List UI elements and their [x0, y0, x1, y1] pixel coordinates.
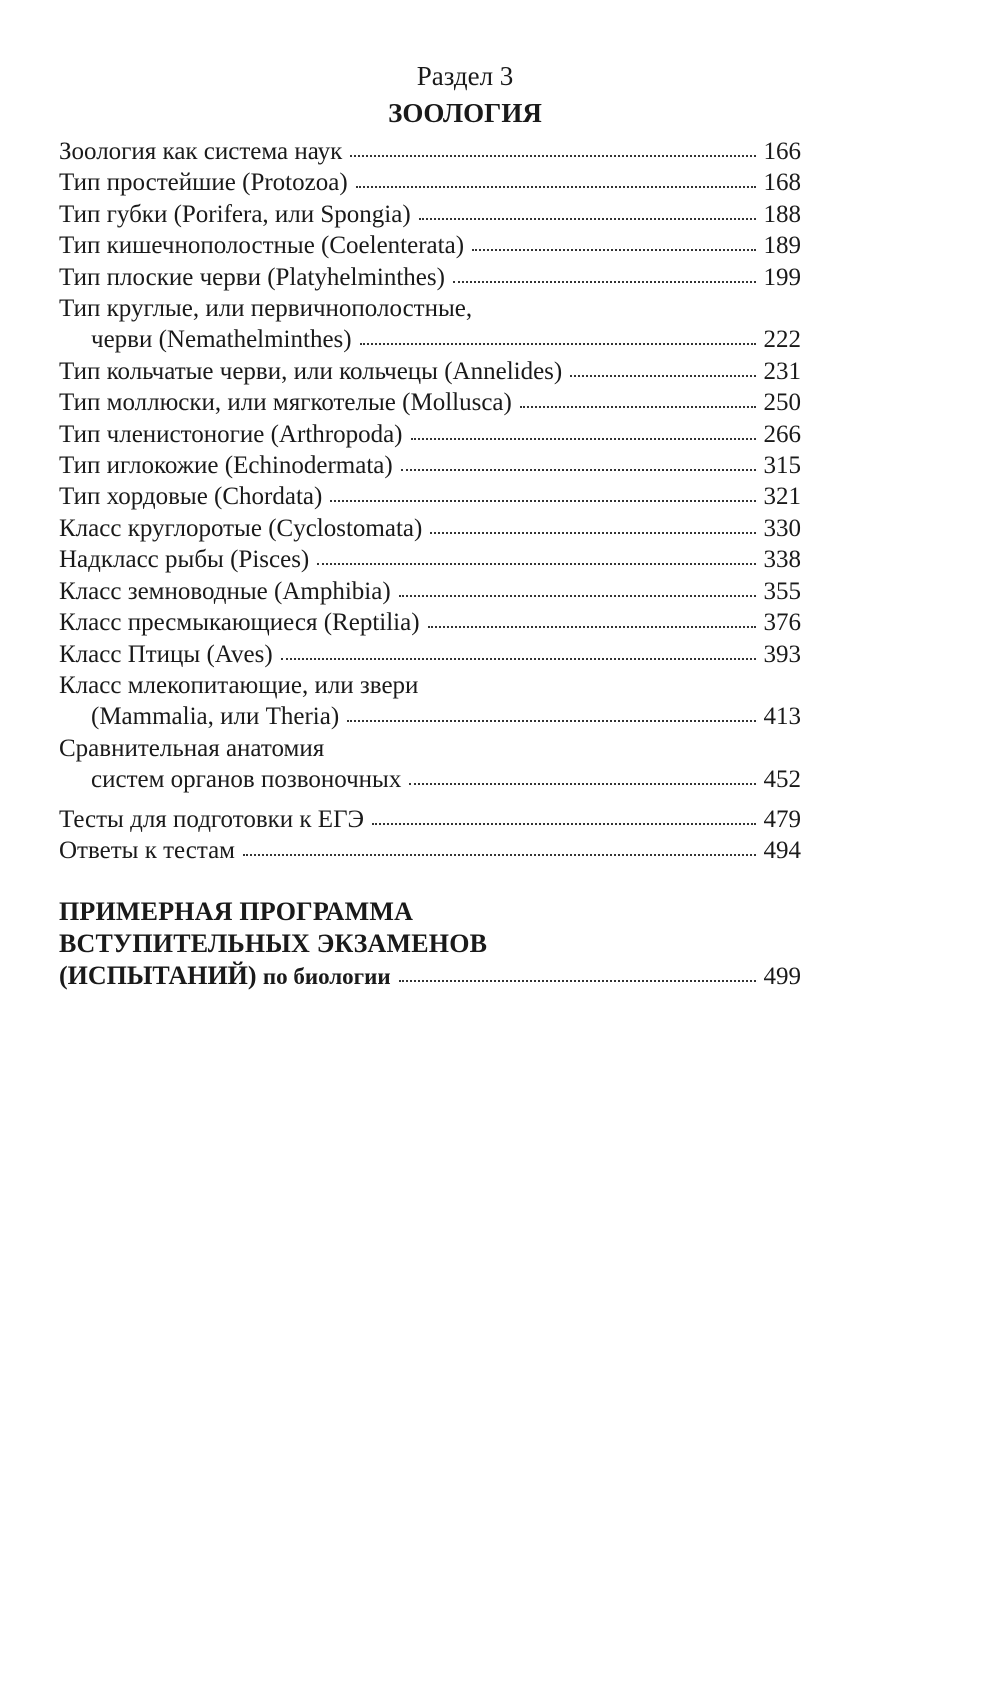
- dot-leader: [428, 626, 756, 628]
- toc-entry-title: Тип иглокожие (Echinodermata): [59, 452, 393, 480]
- toc-entry-title: Тесты для подготовки к ЕГЭ: [59, 805, 365, 833]
- toc-entry-row: [59, 835, 801, 866]
- page-number: 413: [763, 703, 801, 731]
- page-number: 199: [763, 263, 801, 291]
- toc-entry-title: Класс круглоротые (Cyclostomata): [59, 514, 423, 542]
- toc-entry-title: Тип членистоногие (Arthropoda): [59, 420, 403, 448]
- table-of-contents: [59, 136, 801, 866]
- toc-entry-row: [59, 701, 801, 732]
- page-number: 266: [763, 420, 801, 448]
- toc-entry: [59, 293, 801, 356]
- toc-entry-row: [59, 387, 801, 418]
- page-number: 188: [763, 200, 801, 228]
- page-number: 376: [763, 609, 801, 637]
- dot-leader: [401, 469, 756, 471]
- toc-entry-title: Тип хордовые (Chordata): [59, 483, 323, 511]
- toc-entry-title: Тип моллюски, или мягкотелые (Mollusca): [59, 389, 512, 417]
- toc-entry-row: [59, 356, 801, 387]
- toc-entry-title-line: Класс млекопитающие, или звери: [59, 671, 419, 699]
- toc-entry-row: [59, 419, 801, 450]
- toc-entry-row: [59, 199, 801, 230]
- appendix-title-line-3: [59, 960, 391, 993]
- page-number: 168: [763, 169, 801, 197]
- toc-entry: [59, 230, 801, 261]
- section-title: ЗООЛОГИЯ: [388, 98, 542, 128]
- appendix-title-line-1: ПРИМЕРНАЯ ПРОГРАММА: [59, 897, 414, 926]
- page-number: 231: [763, 357, 801, 385]
- toc-entry-row: [59, 167, 801, 198]
- toc-entry-title: (Mammalia, или Theria): [91, 703, 340, 731]
- toc-entry: [59, 167, 801, 198]
- toc-entry-title: Класс Птицы (Aves): [59, 640, 273, 668]
- page-number: 250: [763, 389, 801, 417]
- page-number: 355: [763, 577, 801, 605]
- toc-entry: [59, 356, 801, 387]
- toc-entry-title: Ответы к тестам: [59, 836, 235, 864]
- page-number: 499: [763, 963, 801, 990]
- dot-leader: [399, 595, 756, 597]
- toc-entry: [59, 733, 801, 796]
- appendix-title-bold: (ИСПЫТАНИЙ): [59, 961, 257, 990]
- toc-entry-row: [59, 450, 801, 481]
- toc-entry-title: Надкласс рыбы (Pisces): [59, 546, 310, 574]
- toc-entry-title-line: Сравнительная анатомия: [59, 734, 325, 762]
- toc-entry: [59, 804, 801, 835]
- toc-entry: [59, 835, 801, 866]
- dot-leader: [347, 720, 755, 722]
- page-number: 321: [763, 483, 801, 511]
- page-number: 452: [763, 766, 801, 794]
- page-number: 166: [763, 138, 801, 165]
- dot-leader: [317, 563, 755, 565]
- toc-entry-row: [59, 262, 801, 293]
- dot-leader: [350, 155, 755, 157]
- dot-leader: [419, 218, 756, 220]
- toc-entry-row: [59, 639, 801, 670]
- dot-leader: [430, 532, 755, 534]
- toc-entry-title: Класс земноводные (Amphibia): [59, 577, 391, 605]
- toc-entry-title-line: Тип круглые, или первичнополостные,: [59, 295, 473, 323]
- toc-entry-row: [59, 324, 801, 355]
- toc-entry-title: Тип простейшие (Protozoa): [59, 169, 348, 197]
- page-number: 393: [763, 640, 801, 668]
- toc-entry-row: [59, 804, 801, 835]
- toc-entry-row: [59, 607, 801, 638]
- dot-leader: [399, 980, 756, 982]
- toc-entry: [59, 387, 801, 418]
- toc-entry: [59, 639, 801, 670]
- toc-entry-title: черви (Nemathelminthes): [91, 326, 352, 354]
- appendix-title-line-2: ВСТУПИТЕЛЬНЫХ ЭКЗАМЕНОВ: [59, 929, 488, 958]
- dot-leader: [356, 186, 756, 188]
- dot-leader: [472, 249, 755, 251]
- toc-entry-row: [59, 544, 801, 575]
- toc-entry-title: Класс пресмыкающиеся (Reptilia): [59, 609, 420, 637]
- toc-entry-row: [59, 136, 801, 167]
- page-number: 330: [763, 514, 801, 542]
- appendix-last-line: [59, 960, 801, 993]
- toc-entry: [59, 450, 801, 481]
- toc-entry-row: [59, 576, 801, 607]
- toc-entry-title: Тип кишечнополостные (Coelenterata): [59, 232, 465, 260]
- toc-entry: [59, 576, 801, 607]
- dot-leader: [453, 281, 756, 283]
- appendix-entry: [59, 896, 801, 993]
- toc-entry-title: Тип кольчатые черви, или кольчецы (Annelides): [59, 357, 563, 385]
- dot-leader: [372, 823, 755, 825]
- toc-entry: [59, 262, 801, 293]
- toc-entry-row: [59, 513, 801, 544]
- toc-entry: [59, 513, 801, 544]
- toc-entry: [59, 544, 801, 575]
- dot-leader: [411, 438, 756, 440]
- page-number: 222: [763, 326, 801, 354]
- toc-entry: [59, 607, 801, 638]
- toc-entry-title: Тип губки (Porifera, или Spongia): [59, 200, 411, 228]
- dot-leader: [520, 406, 756, 408]
- toc-entry: [59, 481, 801, 512]
- section-label: Раздел 3: [416, 61, 514, 91]
- toc-entry-row: [59, 230, 801, 261]
- toc-entry-row: [59, 764, 801, 795]
- dot-leader: [243, 854, 756, 856]
- dot-leader: [330, 500, 755, 502]
- appendix-title-rest: по биологии: [262, 964, 391, 989]
- toc-entry: [59, 419, 801, 450]
- page-number: 338: [763, 546, 801, 574]
- dot-leader: [281, 658, 756, 660]
- toc-entry: [59, 199, 801, 230]
- page-number: 494: [763, 836, 801, 864]
- page-number: 189: [763, 232, 801, 260]
- toc-entry-title: систем органов позвоночных: [91, 766, 402, 794]
- toc-entry-title: Зоология как система наук: [59, 138, 343, 165]
- page-number: 315: [763, 452, 801, 480]
- toc-entry: [59, 136, 801, 167]
- dot-leader: [360, 343, 756, 345]
- dot-leader: [570, 375, 755, 377]
- page-number: 479: [763, 805, 801, 833]
- toc-entry: [59, 670, 801, 733]
- toc-entry-row: [59, 481, 801, 512]
- dot-leader: [409, 783, 755, 785]
- toc-entry-title: Тип плоские черви (Platyhelminthes): [59, 263, 445, 291]
